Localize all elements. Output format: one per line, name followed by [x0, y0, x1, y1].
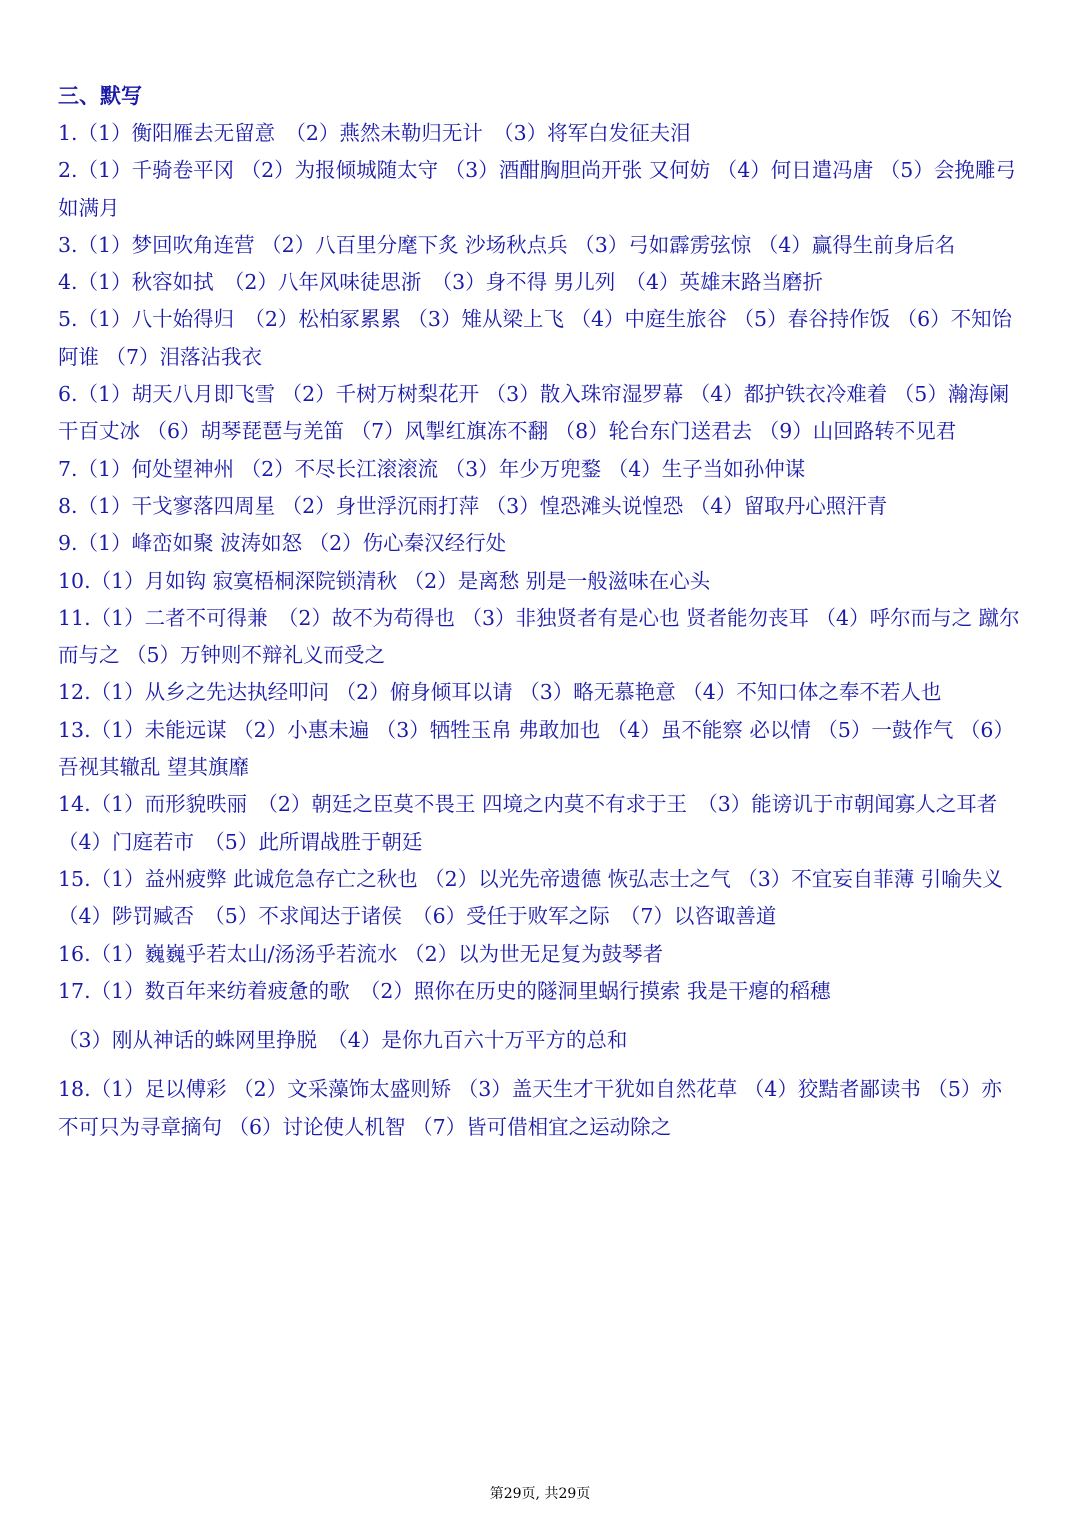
answer-item-8: 8.（1）干戈寥落四周星 （2）身世浮沉雨打萍 （3）惶恐滩头说惶恐 （4）留取丹心照汗青 — [58, 493, 888, 518]
answer-item-6: 6.（1）胡天八月即飞雪 （2）千树万树梨花开 （3）散入珠帘湿罗幕 （4）都护铁衣冷难着 （5）瀚海阑干百丈冰 （6）胡琴琵琶与羌笛 （7）风掣红旗冻不翻 （8）轮台东门送君去 （9）山回路转不见君 — [58, 382, 1010, 444]
answer-item-13: 13.（1）未能远谋 （2）小惠未遍 （3）牺牲玉帛 弗敢加也 （4）虽不能察 必以情 （5）一鼓作气 （6）吾视其辙乱 望其旗靡 — [58, 717, 1014, 780]
answer-item-1: 1.（1）衡阳雁去无留意 （2）燕然未勒归无计 （3）将军白发征夫泪 — [58, 121, 691, 145]
answer-item-9: 9.（1）峰峦如聚 波涛如怒 （2）伤心秦汉经行处 — [58, 531, 507, 556]
answer-item-2: 2.（1）千骑卷平冈 （2）为报倾城随太守 （3）酒酣胸胆尚开张 又何妨 （4）何日遣冯唐 （5）会挽雕弓如满月 — [58, 158, 1016, 220]
answer-item-14: 14.（1）而形貌昳丽 （2）朝廷之臣莫不畏王 四境之内莫不有求于王 （3）能谤讥于市朝闻寡人之耳者 （4）门庭若市 （5）此所谓战胜于朝廷 — [58, 792, 1018, 854]
answer-item-3: 3.（1）梦回吹角连营 （2）八百里分麾下炙 沙场秋点兵 （3）弓如霹雳弦惊 （4）赢得生前身后名 — [58, 232, 956, 257]
answer-item-11: 11.（1）二者不可得兼 （2）故不为苟得也 （3）非独贤者有是心也 贤者能勿丧耳 （4）呼尔而与之 蹴尔而与之 （5）万钟则不辩礼义而受之 — [58, 605, 1020, 668]
answer-list — [58, 115, 1024, 1146]
answer-item-17-continued: （3）刚从神话的蛛网里挣脱 （4）是你九百六十万平方的总和 — [58, 1028, 628, 1053]
answer-item-18: 18.（1）足以傅彩 （2）文采藻饰太盛则矫 （3）盖天生才干犹如自然花草 （4）狡黠者鄙读书 （5）亦不可只为寻章摘句 （6）讨论使人机智 （7）皆可借相宜之运动除之 — [58, 1077, 1002, 1139]
answer-item-4: 4.（1）秋容如拭 （2）八年风味徒思浙 （3）身不得 男儿列 （4）英雄末路当磨折 — [58, 270, 823, 295]
answer-sheet — [58, 78, 1024, 1146]
answer-item-10: 10.（1）月如钩 寂寞梧桐深院锁清秋 （2）是离愁 别是一般滋味在心头 — [58, 568, 711, 593]
answer-item-16: 16.（1）巍巍乎若太山/汤汤乎若流水 （2）以为世无足复为鼓琴者 — [58, 941, 664, 966]
section-title: 三、默写 — [58, 84, 142, 108]
answer-item-17: 17.（1）数百年来纺着疲惫的歌 （2）照你在历史的隧洞里蜗行摸索 我是干瘪的稻穗 — [58, 978, 831, 1003]
page-footer: 第29页, 共29页 — [489, 1486, 591, 1502]
answer-item-12: 12.（1）从乡之先达执经叩问 （2）俯身倾耳以请 （3）略无慕艳意 （4）不知口体之奉不若人也 — [58, 680, 942, 705]
answer-item-7: 7.（1）何处望神州 （2）不尽长江滚滚流 （3）年少万兜鍪 （4）生子当如孙仲谋 — [58, 456, 806, 481]
answer-item-15: 15.（1）益州疲弊 此诚危急存亡之秋也 （2）以光先帝遗德 恢弘志士之气 （3）不宜妄自菲薄 引喻失义 （4）陟罚臧否 （5）不求闻达于诸侯 （6）受任于败军之际 （7）以咨诹善道 — [58, 866, 1024, 929]
answer-item-5: 5.（1）八十始得归 （2）松柏冢累累 （3）雉从梁上飞 （4）中庭生旅谷 （5）春谷持作饭 （6）不知饴阿谁 （7）泪落沾我衣 — [58, 307, 1013, 369]
